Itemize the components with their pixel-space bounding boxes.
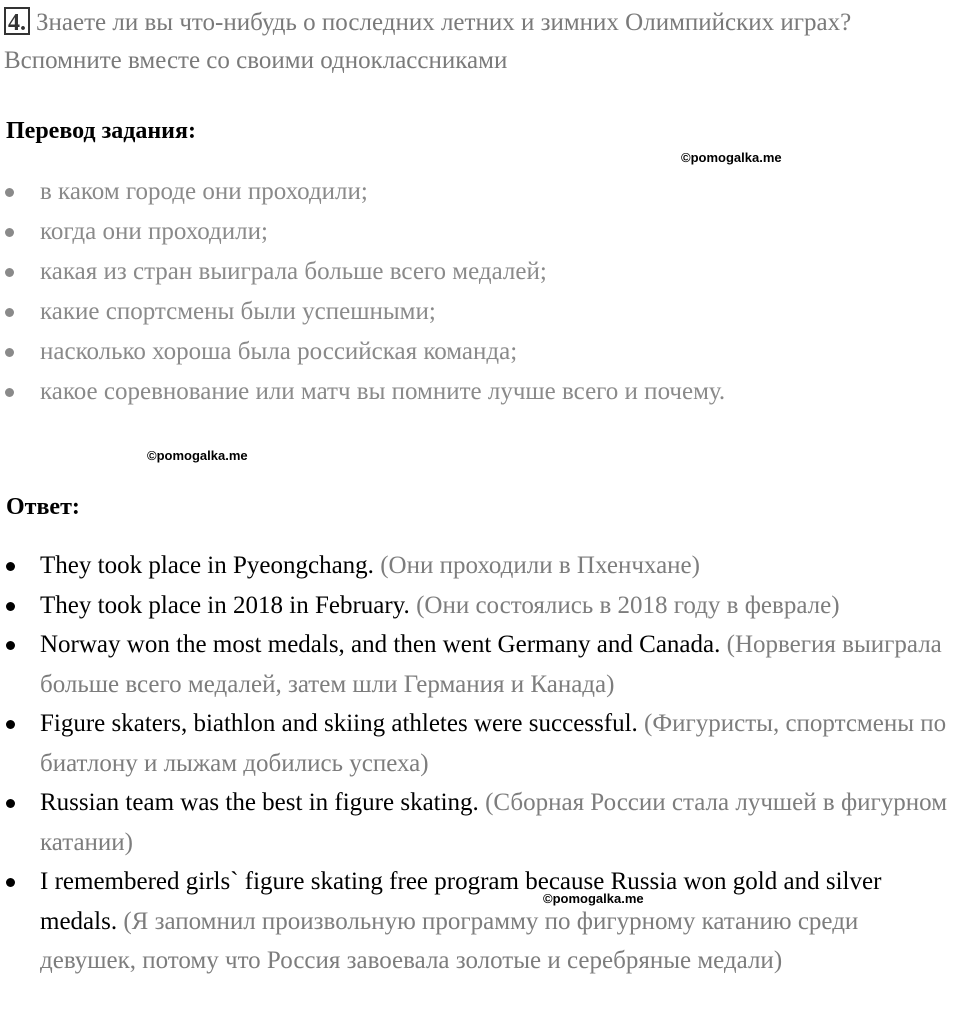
task-text: Знаете ли вы что-нибудь о последних летних и зимних Олимпийских играх? Вспомните вместе со своими одноклассниками — [4, 9, 852, 74]
answer-item — [0, 546, 960, 586]
list-item-text: насколько хороша была российская команда; — [40, 338, 518, 365]
bullet-icon — [6, 641, 15, 650]
answer-item — [0, 625, 960, 704]
answer-item — [0, 704, 960, 783]
list-item — [0, 212, 725, 252]
bullet-icon — [6, 602, 15, 611]
list-item — [0, 252, 725, 292]
list-item-text: какое соревнование или матч вы помните лучше всего и почему. — [40, 378, 726, 405]
answer-english: I remembered girls` figure skating free program because Russia won gold and silver medals. — [40, 868, 882, 935]
answer-english: They took place in 2018 in February. — [40, 591, 410, 619]
answer-russian: (Сборная России стала лучшей в фигурном катании) — [40, 789, 948, 856]
translation-list — [0, 172, 725, 412]
bullet-icon — [6, 799, 15, 808]
answer-russian: (Они состоялись в 2018 году в феврале) — [416, 591, 840, 619]
task-statement — [4, 4, 954, 80]
answer-english: Figure skaters, biathlon and skiing athletes were successful. — [40, 710, 638, 737]
bullet-icon — [5, 308, 14, 317]
watermark: ©pomogalka.me — [681, 150, 782, 165]
list-item-text: когда они проходили; — [40, 218, 268, 245]
answer-item — [0, 586, 960, 626]
bullet-icon — [5, 268, 14, 277]
translation-heading: Перевод задания: — [6, 118, 196, 144]
answer-english: They took place in Pyeongchang. — [40, 552, 374, 579]
watermark: ©pomogalka.me — [543, 891, 644, 906]
answer-heading: Ответ: — [6, 494, 80, 520]
list-item — [0, 332, 725, 372]
bullet-icon — [5, 188, 14, 197]
bullet-icon — [5, 348, 14, 357]
bullet-icon — [6, 720, 15, 729]
bullet-icon — [5, 388, 14, 397]
list-item-text: в каком городе они проходили; — [40, 178, 368, 205]
answer-russian: (Они проходили в Пхенчхане) — [380, 552, 700, 579]
answer-english: Russian team was the best in figure skating. — [40, 789, 479, 816]
task-number: 4. — [4, 7, 30, 35]
answer-russian: (Норвегия выиграла больше всего медалей, затем шли Германия и Канада) — [40, 631, 942, 698]
answer-english: Norway won the most medals, and then went Germany and Canada. — [40, 631, 721, 658]
list-item — [0, 372, 725, 412]
list-item — [0, 172, 725, 212]
bullet-icon — [6, 878, 15, 887]
list-item-text: какие спортсмены были успешными; — [40, 298, 436, 325]
bullet-icon — [6, 562, 15, 571]
list-item-text: какая из стран выиграла больше всего медалей; — [40, 258, 547, 285]
answer-list — [0, 546, 960, 981]
answer-item — [0, 862, 960, 981]
list-item — [0, 292, 725, 332]
answer-russian: (Фигуристы, спортсмены по биатлону и лыжам добились успеха) — [40, 710, 947, 777]
answer-item — [0, 783, 960, 862]
watermark: ©pomogalka.me — [147, 448, 248, 463]
bullet-icon — [5, 228, 14, 237]
answer-russian: (Я запомнил произвольную программу по фигурному катанию среди девушек, потому что Россия завоевала золотые и серебряные медали) — [40, 907, 859, 974]
